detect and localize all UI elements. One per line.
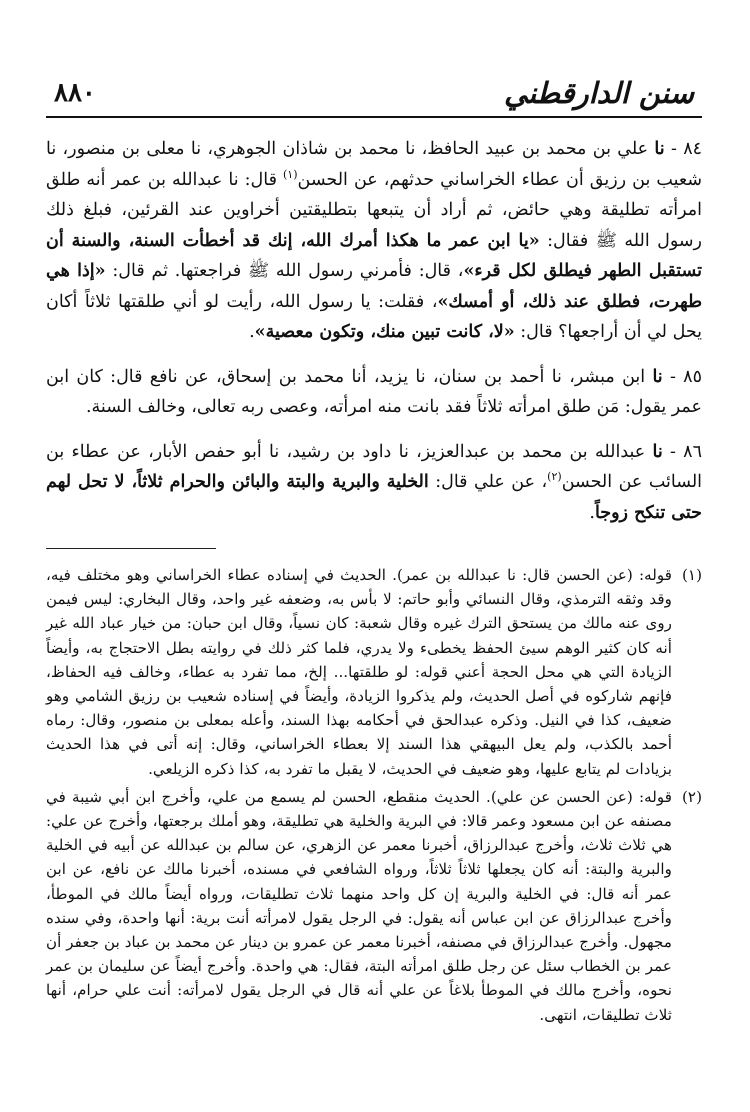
footnote-ref-1[interactable]: (١) <box>282 167 298 181</box>
footnote-1 <box>46 563 702 781</box>
page-number: ٨٨٠ <box>54 78 96 108</box>
hadith-text: علي بن محمد بن عبيد الحافظ، نا محمد بن شاذان الجوهري، نا معلى بن منصور، نا شعيب بن رزيق أن عطاء الخراساني حدثهم، عن الحسن <box>46 139 702 190</box>
footnote-divider <box>46 548 216 549</box>
hadith-text: ، عن علي قال: <box>428 472 548 492</box>
ali-saying: الخلية والبرية والبتة والبائن والحرام ثلاثاً، لا تحل لهم حتى تنكح زوجاً <box>46 472 702 523</box>
footnote-text: قوله: (عن الحسن قال: نا عبدالله بن عمر). الحديث في إسناده عطاء الخراساني وهو مختلف فيه، وقد وثقه الترمذي، وقال النسائي وأبو حاتم: لا بأس به، وضعفه غير واحد، وقال البخاري: ليس فيمن روى عنه مالك من يستحق الترك غيره وقال شعبة: كان نسياً، وقال ابن حبان: من خيار عباد الله غير أنه كان كثير الوهم سيئ الحفظ يخطىء ولا يدري، فلما كثر ذلك في روايته بطل الاحتجاج به، وأيضاً الزيادة التي هي محل الحجة أعني قوله: لو طلقتها... إلخ، مما تفرد به عطاء، وخالف فيه الحفاظ، فإنهم شاركوه في أصل الحديث، ولم يذكروا الزيادة، وأيضاً في إسناده شعيب بن رزيق الشامي وهو ضعيف، كذا في النيل. وذكره عبدالحق في أحكامه بهذا السند، وأعله بمعلى بن منصور، وقال: رماه أحمد بالكذب، ولم يعل البيهقي هذا السند إلا بعطاء الخراساني، وقال: إنه أتى في هذا الحديث بزيادات لم يتابع عليها، وهو ضعيف في الحديث، لا يقبل ما تفرد به، كذا ذكره الزيلعي. <box>46 566 672 778</box>
footnote-number: (٢) <box>681 787 702 806</box>
page-header <box>46 62 702 118</box>
footnotes <box>46 563 702 1027</box>
hadith-number: ٨٤ - <box>664 139 703 159</box>
prophet-saying: «لا، كانت تبين منك، وتكون معصية» <box>254 322 515 342</box>
hadith-text: ابن مبشر، نا أحمد بن سنان، نا يزيد، أنا محمد بن إسحاق، عن نافع قال: كان ابن عمر يقول: مَن طلق امرأته ثلاثاً فقد بانت منه امرأته، وعصى ربه تعالى، وخالف السنة. <box>46 366 702 417</box>
hadith-text: قال: نا عبدالله بن عمر أنه طلق امرأته تطليقة وهي حائض، ثم أراد أن يتبعها بتطليقتين أخراوين عند القرئين، فبلغ ذلك رسول الله ﷺ فقال: <box>46 169 702 251</box>
hadith-84 <box>46 134 702 348</box>
narration-word: نا <box>654 139 665 159</box>
footnote-text: قوله: (عن الحسن عن علي). الحديث منقطع، الحسن لم يسمع من علي، وأخرج ابن أبي شيبة في مصنفه عن ابن مسعود وعمر قالا: في البرية والخلية هي تطليقة، وهو أملك برجعتها، وأخرج عن علي: هي ثلاث ثلاث، وأخرج عبدالرزاق، أخبرنا معمر عن الزهري، عن سالم بن عبدالله عن أبيه في الخلية والبرية والبتة: أنه كان يجعلها ثلاثاً ثلاثاً، ورواه الشافعي في مسنده، أخبرنا مالك عن نافع، عن ابن عمر أنه قال: في الخلية والبرية إن كل واحد منهما ثلاث تطليقات، ورواه أيضاً مالك في الموطأ، وأخرج عبدالرزاق عن ابن عباس أنه يقول: في الرجل يقول لامرأته أنت برية: أنها واحدة، وفي سنده مجهول. وأخرج عبدالرزاق في مصنفه، أخبرنا معمر عن عمرو بن دينار عن محمد بن عباد بن جعفر أن عمر بن الخطاب سئل عن رجل طلق امرأته البتة، فقال: هي واحدة. وأخرج أيضاً عن سليمان بن عمر نحوه، وأخرج مالك في الموطأ بلاغاً عن علي أنه قال في الرجل يقول لامرأته: أنت علي حرام، أنها ثلاث تطليقات، انتهى. <box>46 787 672 1024</box>
prophet-saying: «يا ابن عمر ما هكذا أمرك الله، إنك قد أخطأت السنة، والسنة أن تستقبل الطهر فيطلق لكل قرء» <box>46 230 702 281</box>
prophet-saying: «إذا هي طهرت، فطلق عند ذلك، أو أمسك» <box>46 261 702 312</box>
hadith-number: ٨٥ - <box>662 366 702 387</box>
footnote-2 <box>46 785 702 1027</box>
hadith-85 <box>46 362 702 423</box>
footnote-ref-2[interactable]: (٢) <box>547 470 562 484</box>
hadith-text: ، فقلت: يا رسول الله، رأيت لو أني طلقتها ثلاثاً أكان يحل لي أن أراجعها؟ قال: <box>46 291 702 342</box>
hadith-text: عبدالله بن محمد بن عبدالعزيز، نا داود بن رشيد، نا أبو حفص الأبار، عن عطاء بن السائب عن الحسن <box>46 441 703 492</box>
hadith-number: ٨٦ - <box>662 441 702 462</box>
main-text <box>46 134 702 528</box>
hadith-text: ، قال: فأمرني رسول الله ﷺ فراجعتها. ثم قال: <box>105 261 464 281</box>
hadith-86 <box>46 437 702 529</box>
footnote-number: (١) <box>681 566 702 584</box>
book-title: سنن الدارقطني <box>504 76 694 110</box>
narration-word: نا <box>652 441 663 462</box>
narration-word: نا <box>652 366 663 387</box>
hadith-text: . <box>249 322 255 342</box>
hadith-text: . <box>589 502 595 523</box>
